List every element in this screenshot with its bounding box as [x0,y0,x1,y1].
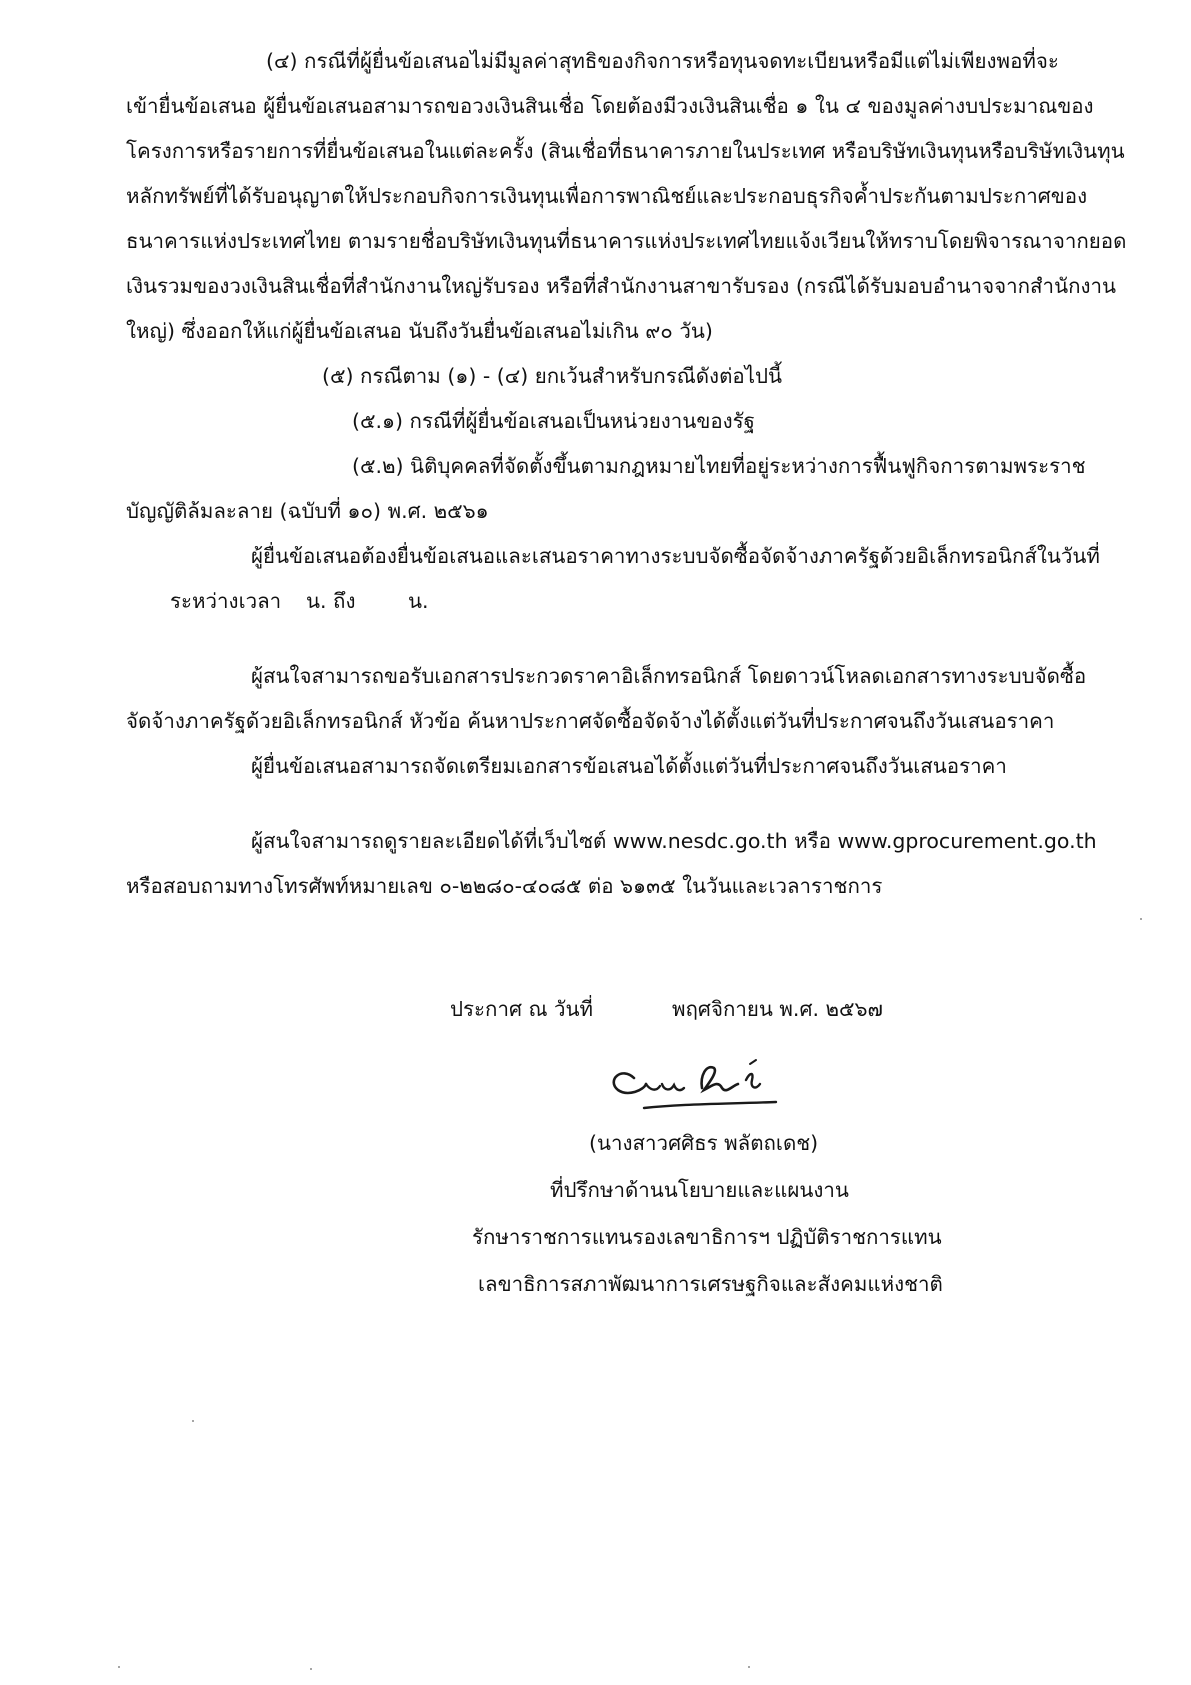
scan-speck [310,1668,312,1670]
submit-time-label: ระหว่างเวลา [170,589,282,613]
signatory-title-1: ที่ปรึกษาด้านนโยบายและแผนงาน [550,1178,849,1202]
handwritten-signature [600,1050,780,1120]
download-line-3: ผู้ยื่นข้อเสนอสามารถจัดเตรียมเอกสารข้อเสนอได้ตั้งแต่วันที่ประกาศจนถึงวันเสนอราคา [251,754,1007,778]
contact-line-2: หรือสอบถามทางโทรศัพท์หมายเลข ๐-๒๒๘๐-๔๐๘๕ ต่อ ๖๑๓๕ ในวันและเวลาราชการ [126,874,883,898]
para4-line-7: ใหญ่) ซึ่งออกให้แก่ผู้ยื่นข้อเสนอ นับถึงวันยื่นข้อเสนอไม่เกิน ๙๐ วัน) [126,319,713,343]
contact-line-1: ผู้สนใจสามารถดูรายละเอียดได้ที่เว็บไซต์ www.nesdc.go.th หรือ www.gprocurement.go.th [251,829,1097,853]
para5-2-line-1: (๕.๒) นิติบุคคลที่จัดตั้งขึ้นตามกฎหมายไทยที่อยู่ระหว่างการฟื้นฟูกิจการตามพระราช [352,454,1086,478]
submit-time-to: น. ถึง [306,589,356,613]
signatory-title-2: รักษาราชการแทนรองเลขาธิการฯ ปฏิบัติราชการแทน [472,1225,942,1249]
signatory-name: (นางสาวศศิธร พลัตถเดช) [589,1131,819,1155]
scan-speck [192,1420,194,1422]
download-line-2: จัดจ้างภาครัฐด้วยอิเล็กทรอนิกส์ หัวข้อ ค้นหาประกาศจัดซื้อจัดจ้างได้ตั้งแต่วันที่ประกาศจนถึงวันเสนอราคา [126,709,1055,733]
para5: (๕) กรณีตาม (๑) - (๔) ยกเว้นสำหรับกรณีดังต่อไปนี้ [322,364,783,388]
para4-line-6: เงินรวมของวงเงินสินเชื่อที่สำนักงานใหญ่รับรอง หรือที่สำนักงานสาขารับรอง (กรณีได้รับมอบอำนาจจากสำนักงาน [126,274,1117,298]
announce-date: พฤศจิกายน พ.ศ. ๒๕๖๗ [672,997,883,1021]
scan-speck [1140,918,1142,920]
download-line-1: ผู้สนใจสามารถขอรับเอกสารประกวดราคาอิเล็กทรอนิกส์ โดยดาวน์โหลดเอกสารทางระบบจัดซื้อ [251,664,1087,688]
scan-speck [748,1666,750,1668]
para4-line-2: เข้ายื่นข้อเสนอ ผู้ยื่นข้อเสนอสามารถขอวงเงินสินเชื่อ โดยต้องมีวงเงินสินเชื่อ ๑ ใน ๔ ของมูลค่างบประมาณของ [126,94,1094,118]
submit-line-1: ผู้ยื่นข้อเสนอต้องยื่นข้อเสนอและเสนอราคาทางระบบจัดซื้อจัดจ้างภาครัฐด้วยอิเล็กทรอนิกส์ในวันที่ [251,544,1100,568]
para4-line-5: ธนาคารแห่งประเทศไทย ตามรายชื่อบริษัทเงินทุนที่ธนาคารแห่งประเทศไทยแจ้งเวียนให้ทราบโดยพิจารณาจากยอด [126,229,1127,253]
announce-label: ประกาศ ณ วันที่ [450,997,594,1021]
scan-speck [118,1666,120,1668]
para5-1: (๕.๑) กรณีที่ผู้ยื่นข้อเสนอเป็นหน่วยงานของรัฐ [352,409,755,433]
para4-line-1: (๔) กรณีที่ผู้ยื่นข้อเสนอไม่มีมูลค่าสุทธิของกิจการหรือทุนจดทะเบียนหรือมีแต่ไม่เพียงพอที่จะ [266,49,1059,73]
para5-2-line-2: บัญญัติล้มละลาย (ฉบับที่ ๑๐) พ.ศ. ๒๕๖๑ [126,499,489,523]
submit-time-end: น. [408,589,429,613]
para4-line-3: โครงการหรือรายการที่ยื่นข้อเสนอในแต่ละครั้ง (สินเชื่อที่ธนาคารภายในประเทศ หรือบริษัทเงินทุนหรือบริษัทเงินทุน [126,139,1125,163]
signatory-title-3: เลขาธิการสภาพัฒนาการเศรษฐกิจและสังคมแห่งชาติ [478,1272,943,1296]
para4-line-4: หลักทรัพย์ที่ได้รับอนุญาตให้ประกอบกิจการเงินทุนเพื่อการพาณิชย์และประกอบธุรกิจค้ำประกันตามประกาศของ [126,184,1088,208]
